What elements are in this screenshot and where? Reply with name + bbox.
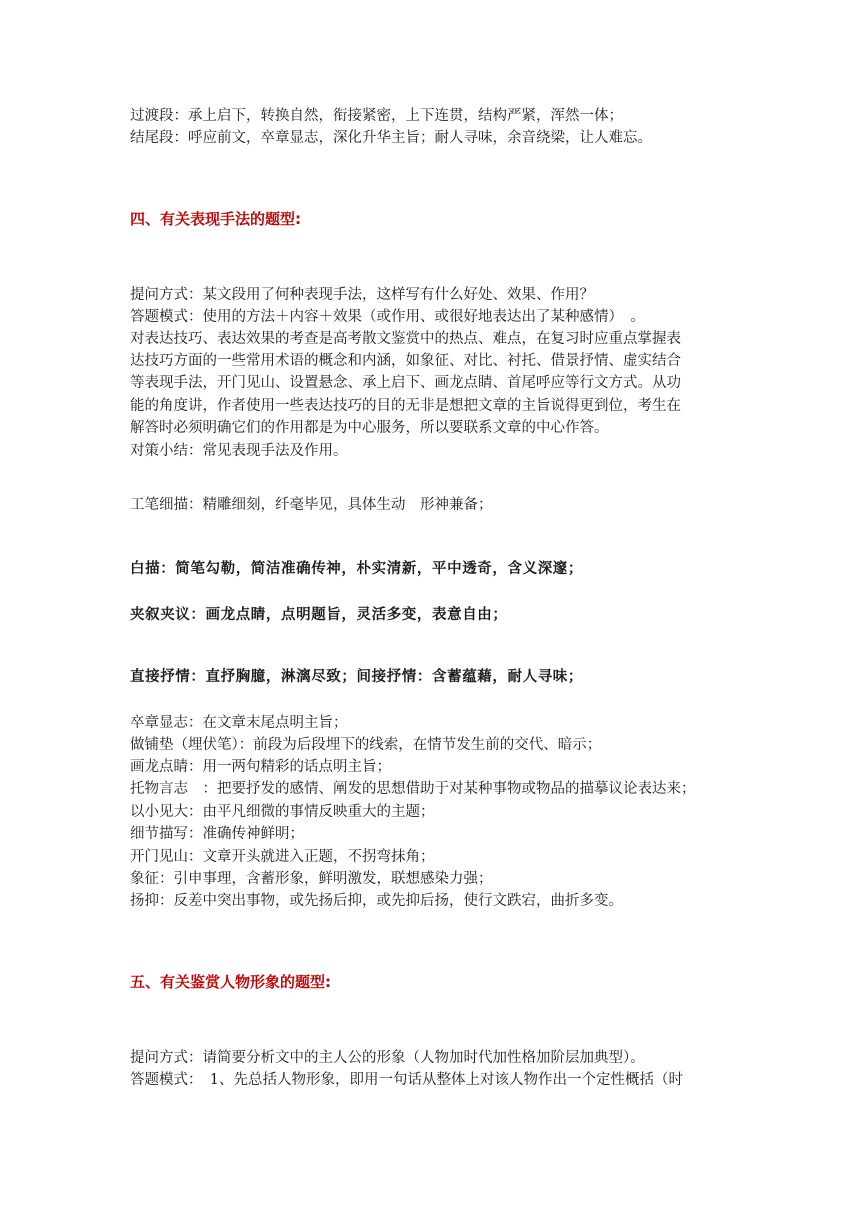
text-line: 过渡段：承上启下，转换自然，衔接紧密，上下连贯，结构严紧，浑然一体；: [130, 108, 623, 124]
text-line: 结尾段：呼应前文，卒章显志，深化升华主旨；耐人寻味，余音绕梁，让人难忘。: [130, 130, 652, 146]
bold-line: 白描：简笔勾勒，简洁准确传神，朴实清新，平中透奇，含义深邃；: [130, 561, 583, 577]
bold-line: 夹叙夹议：画龙点睛，点明题旨，灵活多变，表意自由；: [130, 607, 508, 623]
section-heading: 四、有关表现手法的题型:: [130, 210, 301, 228]
text-line: 以小见大：由平凡细微的事情反映重大的主题；: [130, 804, 435, 820]
section-heading: 五、有关鉴赏人物形象的题型:: [130, 973, 331, 991]
text-line: 能的角度讲，作者使用一些表达技巧的目的无非是想把文章的主旨说得更到位，考生在: [130, 398, 681, 414]
text-line: 对策小结：常见表现手法及作用。: [130, 443, 348, 459]
text-line: 扬抑：反差中突出事物，或先扬后抑，或先抑后扬，使行文跌宕，曲折多变。: [130, 893, 623, 909]
text-line: 答题模式：使用的方法＋内容＋效果（或作用、或很好地表达出了某种感情） 。: [130, 309, 645, 325]
text-line: 托物言志 ：把要抒发的感情、阐发的思想借助于对某种事物或物品的描摹议论表达来；: [130, 781, 696, 797]
text-line: 达技巧方面的一些常用术语的概念和内涵，如象征、对比、衬托、借景抒情、虚实结合: [130, 353, 681, 369]
text-line: 提问方式：某文段用了何种表现手法，这样写有什么好处、效果、作用？: [130, 287, 594, 303]
text-line: 细节描写：准确传神鲜明；: [130, 826, 304, 842]
text-line: 对表达技巧、表达效果的考查是高考散文鉴赏中的热点、难点，在复习时应重点掌握表: [130, 331, 681, 347]
text-line: 提问方式：请简要分析文中的主人公的形象（人物加时代加性格加阶层加典型）。: [130, 1050, 645, 1066]
text-line: 解答时必须明确它们的作用都是为中心服务，所以要联系文章的中心作答。: [130, 420, 609, 436]
text-line: 开门见山：文章开头就进入正题，不拐弯抹角；: [130, 849, 435, 865]
text-line: 象征：引申事理，含蓄形象，鲜明激发，联想感染力强；: [130, 871, 493, 887]
text-line: 画龙点睛：用一两句精彩的话点明主旨；: [130, 759, 391, 775]
text-line: 做铺垫（埋伏笔）：前段为后段埋下的线索，在情节发生前的交代、暗示；: [130, 737, 602, 753]
text-line: 卒章显志：在文章末尾点明主旨；: [130, 715, 348, 731]
text-line: 答题模式： 1、先总括人物形象，即用一句话从整体上对该人物作出一个定性概括（时: [130, 1072, 683, 1088]
text-line: 工笔细描：精雕细刻，纤毫毕见，具体生动 形神兼备；: [130, 497, 493, 513]
bold-line: 直接抒情：直抒胸臆，淋漓尽致；间接抒情：含蓄蕴藉，耐人寻味；: [130, 669, 583, 685]
text-line: 等表现手法，开门见山、设置悬念、承上启下、画龙点睛、首尾呼应等行文方式。从功: [130, 375, 681, 391]
